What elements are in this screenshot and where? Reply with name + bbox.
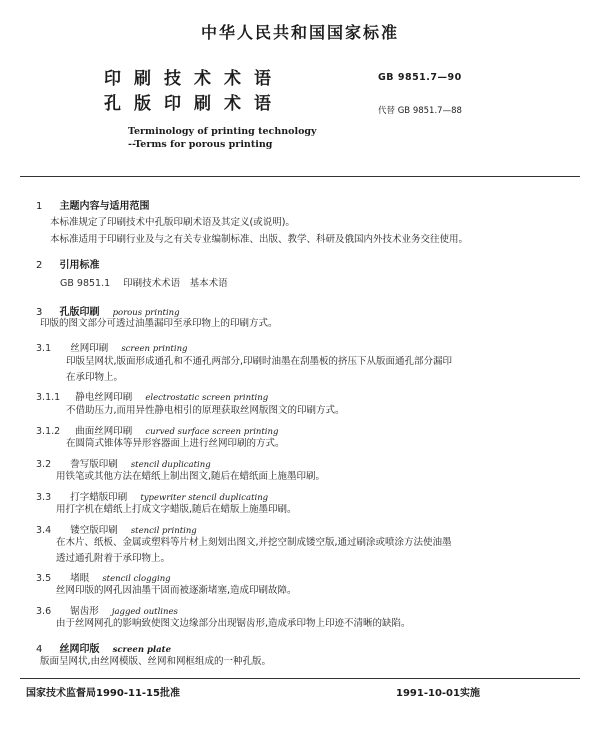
section-number: 2 (36, 260, 43, 271)
term-number: 3.1.2 (36, 426, 61, 437)
term-english: jagged outlines (111, 607, 178, 617)
term-english: screen printing (121, 344, 188, 354)
reference-code: GB 9851.1 (60, 278, 111, 289)
section-number: 3 (36, 307, 43, 318)
term-number: 3.3 (36, 492, 52, 503)
term-number: 3.2 (36, 459, 52, 470)
title-line-1: 印刷技术术语 (104, 69, 284, 89)
top-rule (20, 176, 580, 177)
term-number: 3.1 (36, 343, 52, 354)
term-number: 3.4 (36, 525, 52, 536)
section-number: 4 (36, 644, 43, 655)
section-1-para-2: 本标准适用于印刷行业及与之有关专业编制标准、出版、教学、科研及俄国内外技术业务交往使用。 (50, 234, 469, 245)
reference-standard (60, 275, 228, 289)
term-title: 镂空版印刷 (70, 525, 118, 536)
term-title: 锯齿形 (70, 606, 99, 617)
section-4-definition: 版面呈网状,由丝网模版、丝网和网框组成的一种孔版。 (40, 656, 272, 667)
term-title: 打字蜡版印刷 (70, 492, 128, 503)
term-3-1-2-def: 在圆筒式锥体等异形容器面上进行丝网印刷的方式。 (66, 438, 285, 449)
section-number: 1 (36, 201, 43, 212)
term-english: stencil printing (130, 526, 197, 536)
term-title: 誊写版印刷 (70, 459, 118, 470)
term-title: 丝网印刷 (70, 343, 109, 354)
term-3-4-def-2: 透过通孔附着于承印物上。 (56, 553, 171, 564)
section-english-term: screen plate (112, 645, 171, 655)
term-english: stencil duplicating (130, 460, 211, 470)
term-number: 3.1.1 (36, 392, 61, 403)
approval-note: 国家技术监督局1990-11-15批准 (26, 688, 180, 699)
effective-date: 1991-10-01实施 (396, 688, 480, 699)
term-3-3-def: 用打字机在蜡纸上打成文字蜡版,随后在蜡版上施墨印刷。 (56, 504, 297, 515)
section-2-heading (36, 253, 99, 272)
term-3-1-def-1: 印版呈网状,版面形成通孔和不通孔两部分,印刷时油墨在刮墨板的挤压下从版面通孔部分漏印 (66, 356, 453, 367)
term-title: 静电丝网印刷 (75, 392, 133, 403)
term-number: 3.6 (36, 606, 52, 617)
section-1-para-1: 本标准规定了印刷技术中孔版印刷术语及其定义(或说明)。 (50, 217, 295, 228)
section-3-definition: 印版的图文部分可透过油墨漏印至承印物上的印刷方式。 (40, 318, 278, 329)
section-1-heading (36, 194, 149, 213)
standard-name: 中华人民共和国国家标准 (200, 23, 399, 42)
term-english: typewriter stencil duplicating (140, 493, 269, 503)
term-english: curved surface screen printing (145, 427, 279, 437)
reference-title: 印刷技术术语 基本术语 (123, 278, 228, 289)
term-number: 3.5 (36, 573, 52, 584)
section-title: 孔版印刷 (59, 307, 100, 318)
standard-code: GB 9851.7—90 (378, 72, 462, 83)
term-title: 堵眼 (70, 573, 90, 584)
term-3-1-1-def: 不借助压力,而用异性静电相引的原理获取丝网版图文的印刷方式。 (66, 405, 345, 416)
title-line-2: 孔版印刷术语 (104, 94, 284, 114)
english-title-line-2: --Terms for porous printing (128, 139, 273, 150)
term-3-2-def: 用铁笔或其他方法在蜡纸上制出图文,随后在蜡纸面上施墨印刷。 (56, 471, 326, 482)
term-english: stencil clogging (102, 574, 171, 584)
term-3-6-def: 由于丝网网孔的影响致使图文边缘部分出现锯齿形,造成承印物上印迹不清晰的缺陷。 (56, 618, 411, 629)
bottom-rule (20, 678, 580, 679)
replaces-code: 代替 GB 9851.7—88 (378, 106, 462, 116)
section-title: 丝网印版 (59, 644, 100, 655)
term-3-4-def-1: 在木片、纸板、金属或塑料等片材上刻划出图文,并挖空制成镂空版,通过刷涂或喷涂方法使油墨 (56, 537, 452, 548)
term-title: 曲面丝网印刷 (75, 426, 133, 437)
section-title: 引用标准 (59, 260, 100, 271)
term-3-5-def: 丝网印版的网孔因油墨干固而被逐渐堵塞,造成印刷故障。 (56, 585, 297, 596)
section-title: 主题内容与适用范围 (59, 201, 150, 212)
section-english-term: porous printing (112, 308, 180, 318)
english-title-line-1: Terminology of printing technology (128, 126, 317, 137)
term-3-1-def-2: 在承印物上。 (66, 372, 124, 383)
term-english: electrostatic screen printing (145, 393, 269, 403)
